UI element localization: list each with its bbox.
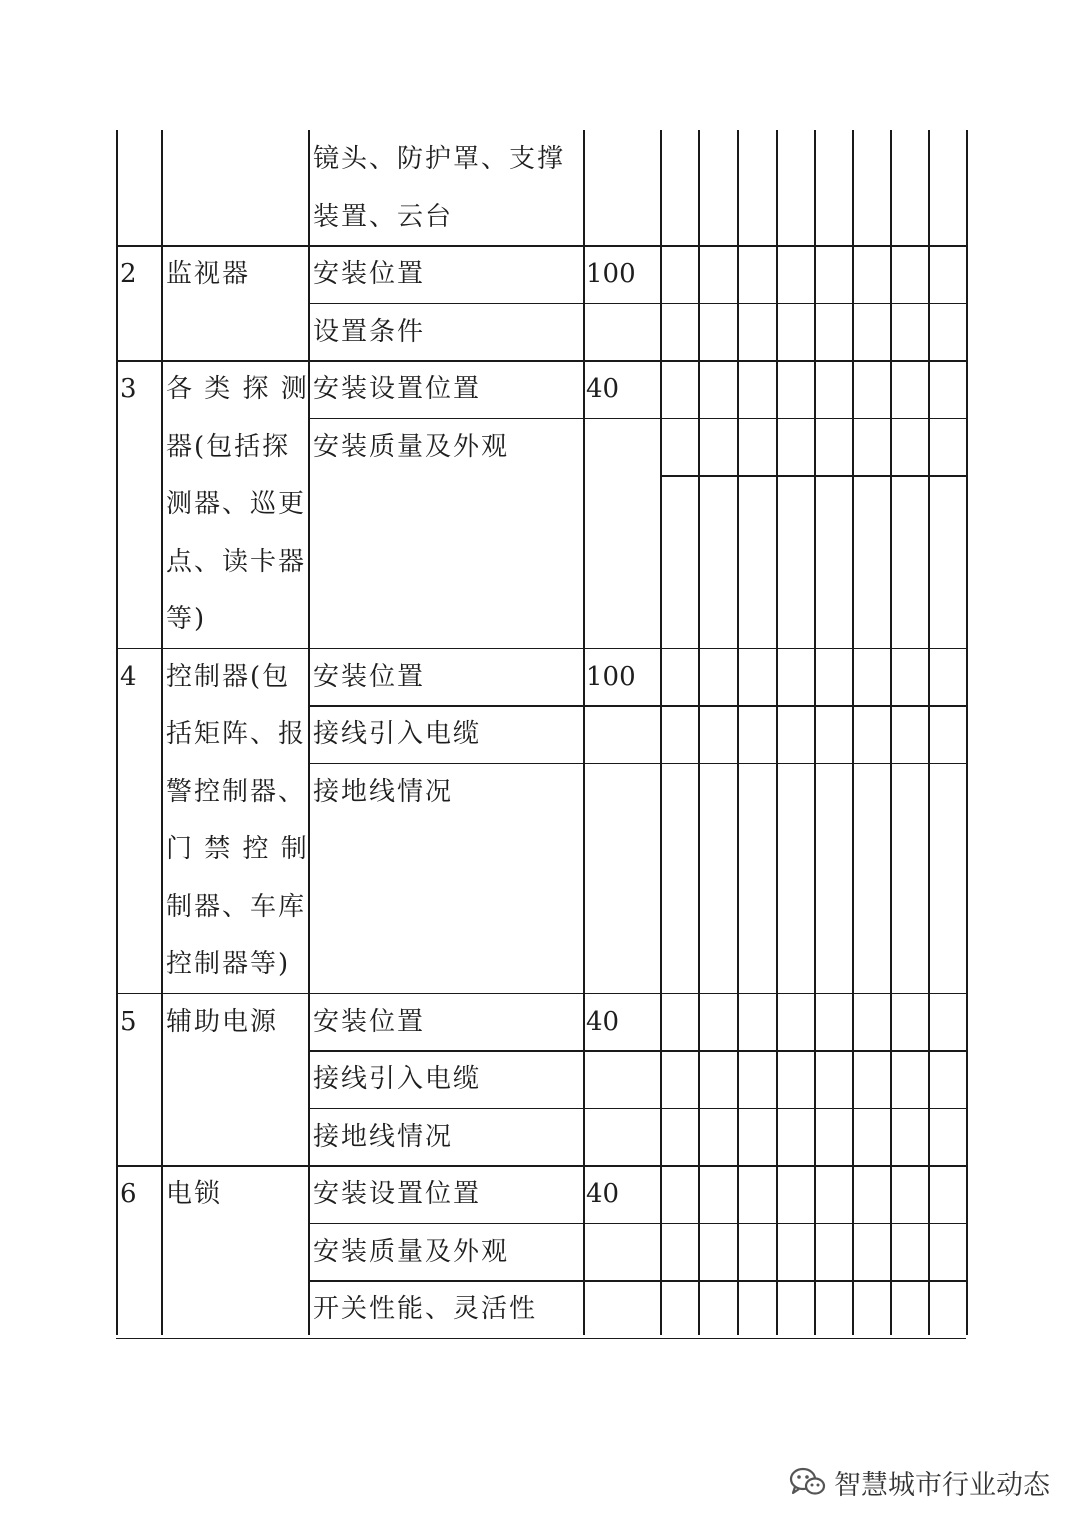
check-item: 接线引入电缆 — [313, 1064, 482, 1094]
item-name: 监视器 — [166, 259, 251, 289]
check-item: 接地线情况 — [313, 1121, 454, 1152]
row-line — [116, 993, 966, 995]
row-number: 4 — [120, 661, 137, 692]
row-line — [116, 1165, 966, 1167]
check-count: 40 — [586, 1006, 620, 1037]
sub-row-line — [308, 1223, 660, 1225]
grid-row-line — [660, 705, 966, 707]
column-line — [890, 130, 892, 1335]
check-count: 40 — [586, 374, 620, 404]
row-line — [116, 360, 966, 362]
grid-row-line — [660, 1280, 966, 1282]
item-name: 测器、巡更 — [166, 489, 307, 519]
item-name: 制器、车库 — [166, 891, 307, 922]
sub-row-line — [308, 1280, 660, 1282]
check-item: 安装质量及外观 — [313, 431, 510, 462]
check-item: 设置条件 — [313, 316, 426, 347]
sub-row-line — [308, 705, 660, 707]
grid-row-line — [660, 303, 966, 305]
check-item: 接地线情况 — [313, 776, 454, 807]
sub-row-line — [308, 418, 660, 420]
column-line — [116, 130, 118, 1335]
check-item: 装置、云台 — [313, 201, 454, 232]
row-line — [116, 648, 966, 650]
column-line — [161, 130, 163, 1335]
grid-row-line — [660, 1050, 966, 1052]
item-name: 门 禁 控 制 — [166, 834, 309, 864]
check-item: 安装质量及外观 — [313, 1236, 510, 1267]
sub-row-line — [308, 763, 660, 765]
row-number: 2 — [120, 259, 137, 289]
row-number: 5 — [120, 1006, 137, 1037]
column-line — [852, 130, 854, 1335]
check-count: 40 — [586, 1179, 620, 1209]
item-name: 电锁 — [166, 1179, 223, 1209]
grid-row-line — [660, 418, 966, 420]
check-item: 开关性能、灵活性 — [313, 1294, 538, 1324]
item-name: 控制器等) — [166, 949, 291, 979]
item-name: 控制器(包 — [166, 661, 291, 692]
sub-row-line — [308, 1050, 660, 1052]
column-line — [776, 130, 778, 1335]
column-line — [583, 130, 585, 1335]
row-line — [116, 1338, 966, 1340]
check-item: 接线引入电缆 — [313, 719, 482, 749]
grid-row-line — [660, 763, 966, 765]
column-line — [966, 130, 968, 1335]
item-name: 等) — [166, 604, 207, 634]
check-count: 100 — [586, 259, 636, 289]
check-item: 安装位置 — [313, 1006, 426, 1037]
column-line — [308, 130, 310, 1335]
check-count: 100 — [586, 661, 636, 692]
item-name: 各 类 探 测 — [166, 374, 309, 404]
sub-row-line — [308, 303, 660, 305]
column-line — [928, 130, 930, 1335]
item-name: 点、读卡器 — [166, 546, 307, 577]
row-number: 3 — [120, 374, 137, 404]
row-line — [116, 245, 966, 247]
watermark — [788, 1462, 1050, 1502]
grid-row-line — [660, 1108, 966, 1110]
column-line — [660, 130, 662, 1335]
item-name: 括矩阵、报 — [166, 719, 307, 749]
watermark-text: 智慧城市行业动态 — [834, 1469, 1050, 1501]
item-name: 器(包括探 — [166, 431, 291, 462]
column-line — [737, 130, 739, 1335]
check-item: 安装位置 — [313, 661, 426, 692]
item-name: 辅助电源 — [166, 1006, 279, 1037]
check-item: 安装设置位置 — [313, 1179, 482, 1209]
column-line — [698, 130, 700, 1335]
check-item: 安装设置位置 — [313, 374, 482, 404]
check-item: 镜头、防护罩、支撑 — [313, 144, 566, 174]
column-line — [814, 130, 816, 1335]
wechat-icon — [788, 1465, 828, 1499]
grid-row-line — [660, 475, 966, 477]
item-name: 警控制器、 — [166, 776, 307, 807]
check-item: 安装位置 — [313, 259, 426, 289]
sub-row-line — [308, 1108, 660, 1110]
row-number: 6 — [120, 1179, 137, 1209]
grid-row-line — [660, 1223, 966, 1225]
